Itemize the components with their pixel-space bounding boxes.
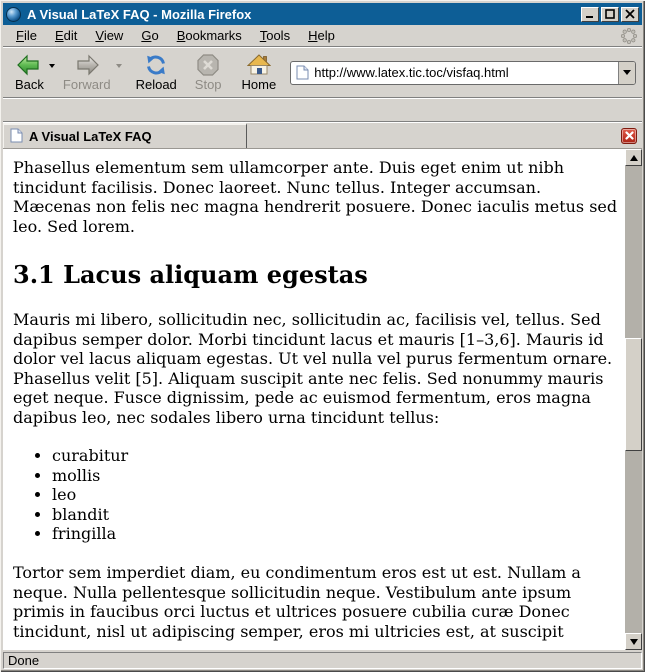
close-icon	[625, 9, 635, 19]
forward-arrow-icon	[75, 53, 99, 77]
scrollbar-track[interactable]	[625, 166, 642, 633]
status-text: Done	[8, 653, 40, 668]
scroll-up-icon	[630, 155, 638, 161]
back-arrow-icon	[17, 53, 41, 77]
menubar	[3, 25, 642, 47]
page-content	[3, 149, 625, 650]
menu-help[interactable]: Help	[308, 28, 335, 43]
paragraph-2: Mauris mi libero, sollicitudin nec, sollicitudin ac, facilisis vel, tellus. Sed dapibus semper dolor. Morbi tincidunt lacus et mauris [1–3,6]. Mauris id dolor vel lacus aliquam egestas. Ut vel nulla vel purus fermentum ornare. Phasellus velit [5]. Aliquam suscipit ante nec felis. Sed nonummy mauris eget neque. Fusce dignissim, pede ac euismod fermentum, eros magna dapibus leo, nec sodales libero urna tincidunt tellus:	[13, 310, 613, 427]
close-button[interactable]	[621, 7, 639, 22]
browser-content-frame	[3, 148, 642, 650]
url-bar[interactable]	[290, 61, 636, 85]
back-dropdown-arrow[interactable]	[49, 64, 55, 68]
list-item: • blandit	[52, 505, 619, 525]
bullet-list	[13, 446, 619, 544]
menu-view[interactable]: View	[95, 28, 124, 43]
forward-label: Forward	[62, 77, 111, 92]
list-item: • leo	[52, 485, 619, 505]
scroll-down-icon	[630, 639, 638, 645]
back-button[interactable]	[11, 51, 48, 94]
minimize-icon	[585, 9, 595, 19]
status-bar	[3, 650, 642, 669]
url-dropdown-button[interactable]	[618, 62, 635, 84]
window-title: A Visual LaTeX FAQ - Mozilla Firefox	[27, 6, 252, 22]
tab-visual-latex-faq[interactable]	[3, 123, 247, 148]
status-panel	[3, 652, 642, 669]
bookmarks-toolbar	[3, 98, 642, 122]
home-button[interactable]	[238, 51, 281, 94]
reload-icon	[144, 53, 168, 77]
minimize-button[interactable]	[581, 7, 599, 22]
reload-button[interactable]	[132, 51, 181, 94]
list-item: • fringilla	[52, 524, 619, 544]
url-input[interactable]: http://www.latex.tic.toc/visfaq.html	[314, 65, 509, 80]
throbber-icon	[620, 27, 638, 45]
home-label: Home	[241, 77, 277, 92]
navigation-toolbar	[3, 47, 642, 98]
stop-label: Stop	[194, 77, 222, 92]
tab-title: A Visual LaTeX FAQ	[29, 129, 152, 144]
maximize-icon	[605, 9, 615, 19]
menu-edit[interactable]: Edit	[54, 28, 78, 43]
reload-label: Reload	[135, 77, 177, 92]
menu-bookmarks[interactable]: Bookmarks	[176, 28, 242, 43]
chevron-down-icon	[623, 70, 631, 75]
menu-tools[interactable]: Tools	[259, 28, 291, 43]
tab-bar-empty-area	[247, 123, 621, 148]
list-item: • mollis	[52, 466, 619, 486]
list-item: • curabitur	[52, 446, 619, 466]
scroll-down-button[interactable]	[625, 633, 642, 650]
close-tab-button[interactable]	[621, 128, 637, 144]
tab-favicon	[10, 128, 23, 146]
close-tab-icon	[625, 131, 634, 140]
scrollbar-thumb[interactable]	[625, 338, 642, 451]
scroll-up-button[interactable]	[625, 149, 642, 166]
section-heading: 3.1 Lacus aliquam egestas	[13, 260, 368, 290]
vertical-scrollbar[interactable]	[625, 149, 642, 650]
menu-file[interactable]: File	[16, 28, 37, 43]
forward-dropdown-arrow[interactable]	[116, 64, 122, 68]
paragraph-3: Tortor sem imperdiet diam, eu condimentum eros est ut est. Nullam a neque. Nulla pellentesque sollicitudin neque. Vestibulum ante ipsum primis in faucibus orci luctus et ultrices posuere cubilia curæ Donec tincidunt, nisl ut adipiscing semper, eros mi ultricies est, at suscipit	[13, 563, 581, 641]
home-icon	[247, 53, 271, 77]
back-label: Back	[15, 77, 44, 92]
page-icon	[296, 65, 309, 80]
firefox-globe-icon	[6, 7, 21, 22]
maximize-button[interactable]	[601, 7, 619, 22]
title-bar	[3, 3, 642, 25]
forward-button[interactable]	[59, 51, 115, 94]
stop-button[interactable]	[191, 51, 226, 94]
tab-bar	[3, 122, 642, 148]
menu-go[interactable]: Go	[141, 28, 159, 43]
paragraph-1: Phasellus elementum sem ullamcorper ante. Duis eget enim ut nibh tincidunt facilisis. Donec laoreet. Nunc tellus. Integer accumsan. Mæcenas non felis nec magna hendrerit posuere. Donec iaculis metus sed leo. Sed lorem.	[13, 158, 618, 236]
stop-icon	[196, 53, 220, 77]
